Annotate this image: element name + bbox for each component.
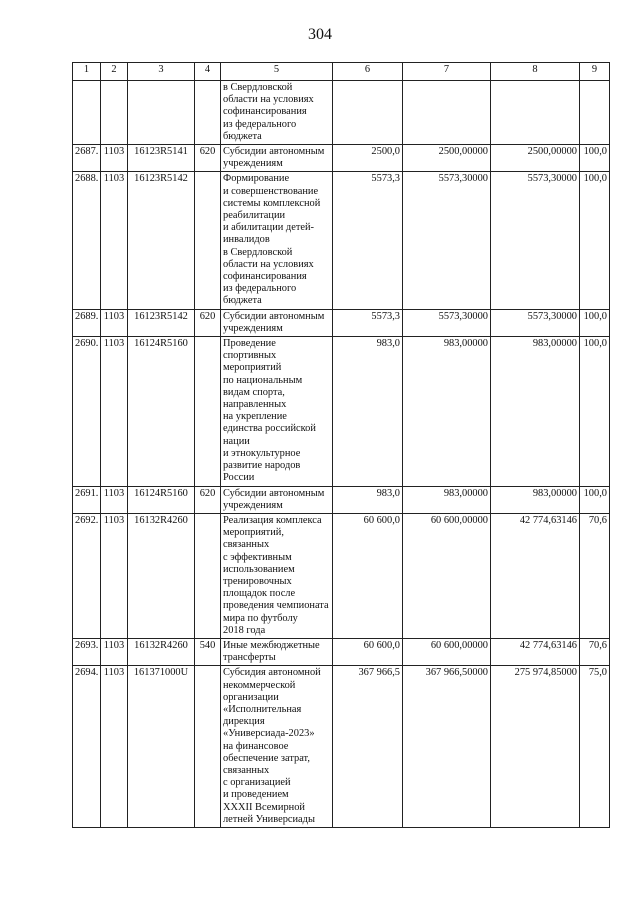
row-number: 2688. (73, 172, 101, 309)
table-row (73, 486, 610, 513)
item-name-line: софинансирования (223, 106, 307, 118)
item-name-line: нации (223, 435, 250, 447)
section-code (101, 81, 128, 145)
item-name-line: в Свердловской (223, 82, 293, 93)
column-header: 9 (580, 63, 610, 81)
column-header: 1 (73, 63, 101, 81)
item-name-line: мира по футболу (223, 612, 298, 624)
item-name-line: с организацией (223, 777, 291, 789)
item-name (221, 486, 333, 513)
item-name (221, 172, 333, 309)
section-code: 1103 (101, 513, 128, 638)
expense-type-code (195, 666, 221, 828)
item-name-line: системы комплексной (223, 197, 321, 209)
section-code: 1103 (101, 337, 128, 486)
item-name-line: тренировочных (223, 575, 292, 587)
execution-percent: 100,0 (580, 337, 610, 486)
expense-type-code (195, 337, 221, 486)
execution-percent: 75,0 (580, 666, 610, 828)
item-name-line: организации (223, 691, 279, 703)
expense-type-code: 620 (195, 486, 221, 513)
item-name (221, 666, 333, 828)
column-header: 7 (403, 63, 491, 81)
item-name-line: бюджета (223, 130, 262, 142)
item-name-line: Субсидии автономным (223, 310, 325, 322)
section-code: 1103 (101, 666, 128, 828)
item-name-line: Субсидии автономным (223, 487, 325, 499)
item-name-line: на финансовое (223, 740, 289, 752)
target-article-code: 161371000U (128, 666, 195, 828)
row-number: 2693. (73, 638, 101, 665)
item-name-line: развитие народов (223, 460, 301, 472)
row-number: 2690. (73, 337, 101, 486)
table-row (73, 145, 610, 172)
target-article-code: 16132R4260 (128, 513, 195, 638)
item-name-line: Реализация комплекса (223, 514, 322, 526)
item-name-line: видам спорта, (223, 386, 285, 398)
item-name-line: Формирование (223, 173, 290, 185)
item-name-line: «Универсиада-2023» (223, 728, 315, 740)
planned-amount: 5573,3 (333, 172, 403, 309)
executed-amount: 2500,00000 (491, 145, 580, 172)
expense-type-code (195, 513, 221, 638)
item-name-line: 2018 года (223, 624, 266, 636)
execution-percent: 100,0 (580, 486, 610, 513)
row-number: 2689. (73, 309, 101, 336)
item-name-line: бюджета (223, 295, 262, 307)
item-name-line: связанных (223, 539, 270, 551)
approved-amount: 367 966,50000 (403, 666, 491, 828)
item-name-line: мероприятий (223, 362, 282, 374)
executed-amount (491, 81, 580, 145)
executed-amount: 5573,30000 (491, 172, 580, 309)
approved-amount: 5573,30000 (403, 309, 491, 336)
execution-percent: 70,6 (580, 638, 610, 665)
target-article-code: 16132R4260 (128, 638, 195, 665)
item-name-line: из федерального (223, 283, 297, 295)
section-code: 1103 (101, 486, 128, 513)
planned-amount: 983,0 (333, 337, 403, 486)
item-name-line: софинансирования (223, 271, 307, 283)
planned-amount: 60 600,0 (333, 513, 403, 638)
approved-amount: 983,00000 (403, 337, 491, 486)
target-article-code (128, 81, 195, 145)
column-header: 2 (101, 63, 128, 81)
item-name-line: Проведение (223, 338, 276, 350)
expense-type-code (195, 81, 221, 145)
item-name-line: реабилитации (223, 210, 286, 222)
item-name-line: учреждениям (223, 158, 283, 170)
item-name-line: инвалидов (223, 234, 270, 246)
approved-amount (403, 81, 491, 145)
expense-type-code: 540 (195, 638, 221, 665)
section-code: 1103 (101, 172, 128, 309)
item-name (221, 513, 333, 638)
item-name-line: области на условиях (223, 94, 314, 106)
planned-amount: 2500,0 (333, 145, 403, 172)
item-name-line: и совершенствование (223, 185, 319, 197)
table-row (73, 513, 610, 638)
approved-amount: 2500,00000 (403, 145, 491, 172)
approved-amount: 5573,30000 (403, 172, 491, 309)
table-row (73, 81, 610, 145)
item-name-line: трансферты (223, 652, 276, 664)
target-article-code: 16123R5142 (128, 172, 195, 309)
item-name-line: некоммерческой (223, 679, 296, 691)
section-code: 1103 (101, 638, 128, 665)
approved-amount: 60 600,00000 (403, 638, 491, 665)
executed-amount: 983,00000 (491, 486, 580, 513)
planned-amount: 60 600,0 (333, 638, 403, 665)
item-name-line: Субсидии автономным (223, 146, 325, 158)
execution-percent: 100,0 (580, 145, 610, 172)
item-name-line: мероприятий, (223, 527, 284, 539)
executed-amount: 42 774,63146 (491, 513, 580, 638)
execution-percent (580, 81, 610, 145)
row-number (73, 81, 101, 145)
approved-amount: 983,00000 (403, 486, 491, 513)
table-row (73, 309, 610, 336)
expense-type-code: 620 (195, 309, 221, 336)
row-number: 2687. (73, 145, 101, 172)
header-row (73, 63, 610, 81)
item-name-line: с эффективным (223, 551, 292, 563)
table-body (73, 81, 610, 828)
item-name (221, 309, 333, 336)
row-number: 2694. (73, 666, 101, 828)
item-name (221, 145, 333, 172)
item-name-line: по национальным (223, 374, 303, 386)
item-name-line: направленных (223, 399, 287, 411)
item-name-line: области на условиях (223, 258, 314, 270)
execution-percent: 70,6 (580, 513, 610, 638)
item-name-line: единства российской (223, 423, 316, 435)
column-header: 4 (195, 63, 221, 81)
item-name (221, 81, 333, 145)
column-header: 6 (333, 63, 403, 81)
table-row (73, 666, 610, 828)
item-name-line: в Свердловской (223, 246, 293, 258)
item-name-line: учреждениям (223, 322, 283, 334)
item-name-line: использованием (223, 563, 295, 575)
item-name-line: Субсидия автономной (223, 667, 321, 679)
table-row (73, 638, 610, 665)
planned-amount (333, 81, 403, 145)
execution-percent: 100,0 (580, 309, 610, 336)
item-name-line: площадок после (223, 588, 296, 600)
target-article-code: 16123R5142 (128, 309, 195, 336)
column-header: 3 (128, 63, 195, 81)
table-row (73, 337, 610, 486)
item-name-line: Иные межбюджетные (223, 639, 320, 651)
column-header: 5 (221, 63, 333, 81)
item-name-line: обеспечение затрат, (223, 752, 310, 764)
item-name-line: и абилитации детей- (223, 222, 314, 234)
executed-amount: 983,00000 (491, 337, 580, 486)
item-name-line: учреждениям (223, 499, 283, 511)
item-name-line: и этнокультурное (223, 447, 301, 459)
section-code: 1103 (101, 145, 128, 172)
item-name-line: проведения чемпионата (223, 600, 329, 612)
item-name (221, 638, 333, 665)
column-header: 8 (491, 63, 580, 81)
budget-table (72, 62, 610, 828)
executed-amount: 42 774,63146 (491, 638, 580, 665)
expense-type-code (195, 172, 221, 309)
executed-amount: 275 974,85000 (491, 666, 580, 828)
item-name-line: и проведением (223, 789, 289, 801)
item-name-line: XXXII Всемирной (223, 801, 305, 813)
item-name-line: «Исполнительная (223, 703, 302, 715)
item-name (221, 337, 333, 486)
item-name-line: спортивных (223, 350, 277, 362)
expense-type-code: 620 (195, 145, 221, 172)
target-article-code: 16123R5141 (128, 145, 195, 172)
planned-amount: 367 966,5 (333, 666, 403, 828)
planned-amount: 5573,3 (333, 309, 403, 336)
target-article-code: 16124R5160 (128, 486, 195, 513)
table-row (73, 172, 610, 309)
target-article-code: 16124R5160 (128, 337, 195, 486)
item-name-line: на укрепление (223, 411, 287, 423)
item-name-line: летней Универсиады (223, 813, 315, 825)
item-name-line: из федерального (223, 118, 297, 130)
executed-amount: 5573,30000 (491, 309, 580, 336)
item-name-line: России (223, 472, 255, 484)
item-name-line: дирекция (223, 716, 265, 728)
page-number: 304 (308, 26, 332, 43)
row-number: 2692. (73, 513, 101, 638)
row-number: 2691. (73, 486, 101, 513)
planned-amount: 983,0 (333, 486, 403, 513)
approved-amount: 60 600,00000 (403, 513, 491, 638)
execution-percent: 100,0 (580, 172, 610, 309)
section-code: 1103 (101, 309, 128, 336)
item-name-line: связанных (223, 764, 270, 776)
